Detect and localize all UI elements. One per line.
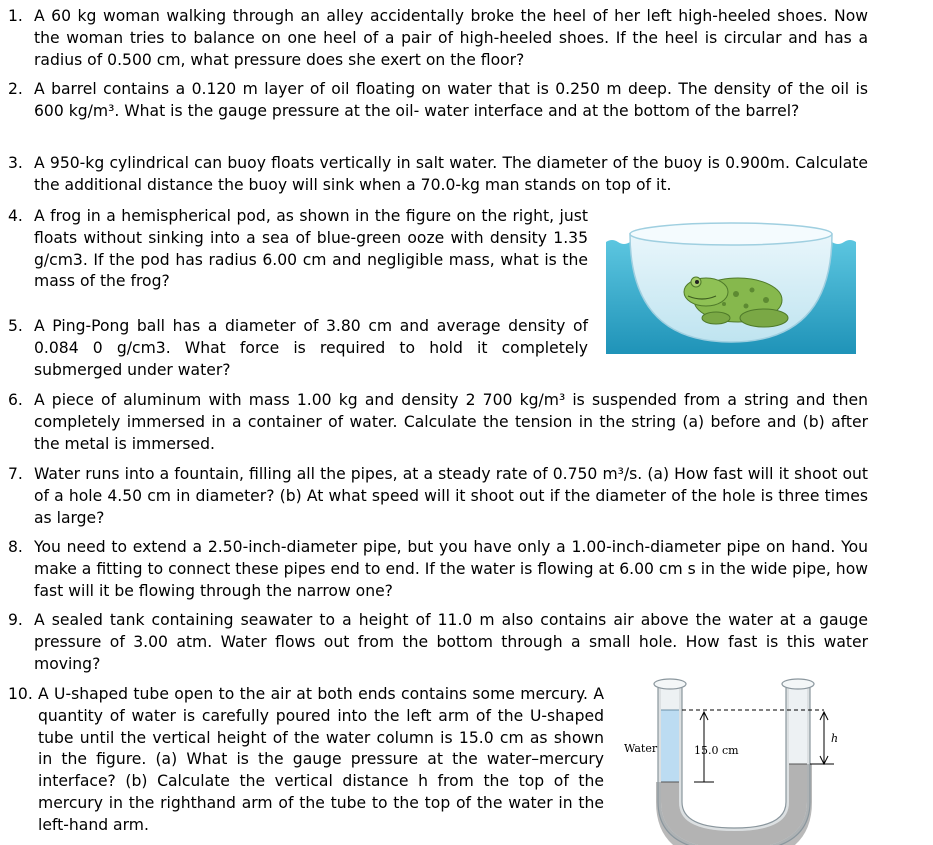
problem-text: Water runs into a fountain, filling all the pipes, at a steady rate of 0.750 m³/s. (a) How fast will it shoot out of a hole 4.50 cm in diameter? (b) At what speed will it shoot out if the diameter of the hole is three times as large? xyxy=(34,465,868,527)
problem-number: 7. xyxy=(8,465,23,483)
problem-text: A barrel contains a 0.120 m layer of oil floating on water that is 0.250 m deep. The density of the oil is 600 kg/m³. What is the gauge pressure at the oil- water interface and at the bottom of the barrel? xyxy=(34,80,868,120)
problem-2 xyxy=(8,79,868,123)
problem-number: 3. xyxy=(8,154,23,172)
problem-text: You need to extend a 2.50-inch-diameter pipe, but you have only a 1.00-inch-diameter pipe on hand. You make a fitting to connect these pipes end to end. If the water is flowing at 6.00 cm s in the wide pipe, how fast will it be flowing through the narrow one? xyxy=(34,538,868,600)
problem-text: A 60 kg woman walking through an alley accidentally broke the heel of her left high-heeled shoes. Now the woman tries to balance on one heel of a pair of high-heeled shoes. If the heel is circular and has a radius of 0.500 cm, what pressure does she exert on the floor? xyxy=(34,7,868,69)
problem-text: A sealed tank containing seawater to a height of 11.0 m also contains air above the water at a gauge pressure of 3.00 atm. Water flows out from the bottom through a small hole. How fast is this water moving? xyxy=(34,611,868,673)
problem-number: 1. xyxy=(8,7,23,25)
problem-text: A 950-kg cylindrical can buoy floats vertically in salt water. The diameter of the buoy is 0.900m. Calculate the additional distance the buoy will sink when a 70.0-kg man stands on top of it. xyxy=(34,154,868,194)
problem-9 xyxy=(8,610,868,675)
problem-number: 9. xyxy=(8,611,23,629)
u-tube-figure xyxy=(624,672,864,845)
problem-5 xyxy=(8,316,588,381)
frog-pod-figure xyxy=(596,214,866,354)
problem-3 xyxy=(8,153,868,197)
problem-4 xyxy=(8,206,588,293)
problem-7 xyxy=(8,464,868,529)
problem-1 xyxy=(8,6,868,71)
problem-number: 5. xyxy=(8,317,23,335)
u-tube-outer xyxy=(670,686,798,840)
pod-rim xyxy=(630,223,832,245)
water-label: Water xyxy=(624,742,658,755)
problem-text: A Ping-Pong ball has a diameter of 3.80 cm and average density of 0.084 0 g/cm3. What force is required to hold it completely submerged under water? xyxy=(34,317,588,379)
problem-8 xyxy=(8,537,868,602)
problem-number: 8. xyxy=(8,538,23,556)
problem-text: A U-shaped tube open to the air at both ends contains some mercury. A quantity of water is carefully poured into the left arm of the U-shaped tube until the vertical height of the water column is 15.0 cm as shown in the figure. (a) What is the gauge pressure at the water–mercury interface? (b) Calculate the vertical distance h from the top of the mercury in the righthand arm of the tube to the top of the water in the left-hand arm. xyxy=(38,685,604,834)
problem-10 xyxy=(8,684,604,837)
problem-number: 10. xyxy=(8,685,33,703)
problem-number: 4. xyxy=(8,207,23,225)
problem-6 xyxy=(8,390,868,455)
problem-number: 2. xyxy=(8,80,23,98)
problem-text: A piece of aluminum with mass 1.00 kg and density 2 700 kg/m³ is suspended from a string and then completely immersed in a container of water. Calculate the tension in the string (a) before and (b) after the metal is immersed. xyxy=(34,391,868,453)
problem-text: A frog in a hemispherical pod, as shown in the figure on the right, just floats without sinking into a sea of blue-green ooze with density 1.35 g/cm3. If the pod has radius 6.00 cm and negligible mass, what is the mass of the frog? xyxy=(34,207,588,291)
problem-number: 6. xyxy=(8,391,23,409)
height-label: 15.0 cm xyxy=(694,744,739,757)
h-label: h xyxy=(831,732,839,745)
water-column xyxy=(661,710,679,782)
